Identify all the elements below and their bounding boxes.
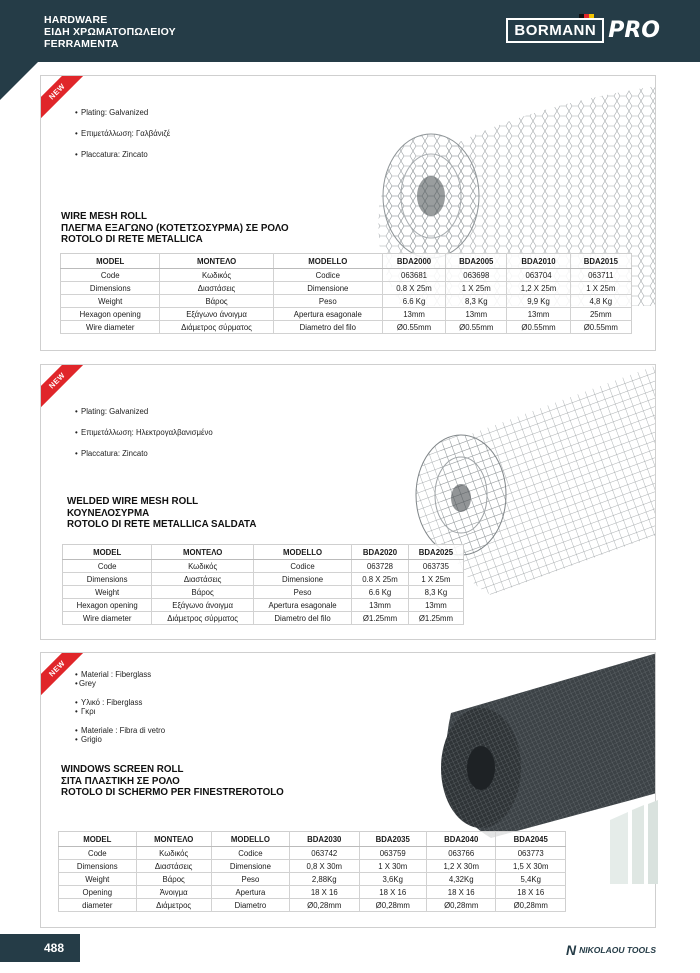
table-cell: Ø1.25mm xyxy=(408,612,463,625)
product-title xyxy=(61,764,284,799)
table-cell: Ø0.55mm xyxy=(507,321,570,334)
table-cell: 25mm xyxy=(570,308,631,321)
feature-item: • Plating: Galvanized xyxy=(75,407,213,416)
table-cell: 18 X 16 xyxy=(290,886,359,899)
table-cell: 13mm xyxy=(352,599,409,612)
table-header-row xyxy=(59,832,566,847)
header-corner-decoration xyxy=(0,62,38,100)
column-header: BDA2035 xyxy=(359,832,426,847)
feature-list xyxy=(75,108,170,159)
table-cell: 063681 xyxy=(382,269,445,282)
table-row xyxy=(61,282,632,295)
title-line: ΣΙΤΑ ΠΛΑΣΤΙΚΗ ΣΕ ΡΟΛΟ xyxy=(61,775,180,787)
column-header: BDA2015 xyxy=(570,254,631,269)
feature-item: • Γκρι xyxy=(75,707,165,716)
table-row xyxy=(63,612,464,625)
column-header: MODEL xyxy=(63,545,152,560)
column-header: MODELLO xyxy=(273,254,382,269)
table-cell: Διάμετρος σύρματος xyxy=(160,321,273,334)
table-cell: Code xyxy=(63,560,152,573)
title-line: ΚΟΥΝΕΛΟΣΥΡΜΑ xyxy=(67,507,150,519)
column-header: BDA2040 xyxy=(426,832,495,847)
table-cell: Dimensione xyxy=(253,573,351,586)
table-cell: 6.6 Kg xyxy=(352,586,409,599)
table-cell: Ø0.55mm xyxy=(570,321,631,334)
title-line: WIRE MESH ROLL xyxy=(61,211,147,222)
table-cell: Peso xyxy=(273,295,382,308)
title-line: ROTOLO DI RETE METALLICA xyxy=(61,234,203,245)
table-cell: 1,2 X 30m xyxy=(426,860,495,873)
table-cell: Peso xyxy=(211,873,289,886)
table-row xyxy=(61,321,632,334)
table-row xyxy=(59,899,566,912)
table-cell: Code xyxy=(61,269,160,282)
feature-item: • Placcatura: Zincato xyxy=(75,449,213,458)
table-cell: 063698 xyxy=(446,269,507,282)
table-row xyxy=(61,295,632,308)
table-cell: 8,3 Kg xyxy=(446,295,507,308)
column-header: BDA2010 xyxy=(507,254,570,269)
table-cell: Διαστάσεις xyxy=(160,282,273,295)
table-cell: Diametro del filo xyxy=(273,321,382,334)
table-cell: Apertura xyxy=(211,886,289,899)
column-header: BDA2025 xyxy=(408,545,463,560)
spec-table xyxy=(58,831,566,912)
table-cell: Dimensions xyxy=(63,573,152,586)
product-title xyxy=(67,496,256,531)
column-header: ΜΟΝΤΕΛΟ xyxy=(136,832,211,847)
table-cell: 0.8 X 25m xyxy=(382,282,445,295)
table-cell: Wire diameter xyxy=(61,321,160,334)
table-cell: Εξάγωνο άνοιγμα xyxy=(160,308,273,321)
dealer-mark-icon: N xyxy=(566,942,577,958)
table-cell: Ø0,28mm xyxy=(290,899,359,912)
table-row xyxy=(61,269,632,282)
product-panel-welded-mesh xyxy=(40,364,656,640)
title-line: ΠΛΕΓΜΑ ΕΞΑΓΩΝΟ (ΚΟΤΕΤΣΟΣΥΡΜΑ) ΣΕ ΡΟΛΟ xyxy=(61,222,289,234)
brand-name-box xyxy=(506,18,604,43)
dealer-name: NIKOLAOU TOOLS xyxy=(579,945,656,955)
column-header: BDA2000 xyxy=(382,254,445,269)
feature-item: • Plating: Galvanized xyxy=(75,108,170,117)
new-badge: NEW xyxy=(40,652,88,699)
product-title xyxy=(61,211,289,246)
table-cell: 13mm xyxy=(446,308,507,321)
category-line: ΕΙΔΗ ΧΡΩΜΑΤΟΠΩΛΕΙΟΥ xyxy=(44,26,176,38)
table-cell: 063728 xyxy=(352,560,409,573)
table-cell: 063704 xyxy=(507,269,570,282)
title-line: ROTOLO DI RETE METALLICA SALDATA xyxy=(67,519,257,530)
brand-name: BORMANN xyxy=(514,22,597,39)
table-cell: 18 X 16 xyxy=(359,886,426,899)
table-cell: 1,5 X 30m xyxy=(496,860,566,873)
table-cell: 13mm xyxy=(507,308,570,321)
new-badge: NEW xyxy=(40,364,88,411)
table-cell: 0,8 X 30m xyxy=(290,860,359,873)
table-row xyxy=(59,873,566,886)
new-badge: NEW xyxy=(40,75,88,122)
table-cell: 063773 xyxy=(496,847,566,860)
table-row xyxy=(59,847,566,860)
table-cell: Ø0,28mm xyxy=(426,899,495,912)
feature-item: • Materiale : Fibra di vetro xyxy=(75,726,165,735)
table-cell: 063711 xyxy=(570,269,631,282)
table-header-row xyxy=(63,545,464,560)
table-row xyxy=(59,886,566,899)
column-header: MODELLO xyxy=(211,832,289,847)
product-panel-window-screen xyxy=(40,652,656,928)
table-cell: Diametro xyxy=(211,899,289,912)
table-row xyxy=(59,860,566,873)
table-cell: 18 X 16 xyxy=(426,886,495,899)
window-frame-decoration xyxy=(604,800,660,884)
table-cell: Ø0,28mm xyxy=(359,899,426,912)
feature-item: • Placcatura: Zincato xyxy=(75,150,170,159)
column-header: ΜΟΝΤΕΛΟ xyxy=(152,545,254,560)
title-line: ROTOLO DI SCHERMO PER FINESTREROTOLO xyxy=(61,787,284,798)
column-header: MODELLO xyxy=(253,545,351,560)
flag-icon xyxy=(579,14,594,18)
page-number: 488 xyxy=(0,934,80,962)
table-cell: 1 X 25m xyxy=(408,573,463,586)
column-header: BDA2005 xyxy=(446,254,507,269)
table-cell: Codice xyxy=(273,269,382,282)
table-cell: Apertura esagonale xyxy=(273,308,382,321)
table-cell: Dimensione xyxy=(273,282,382,295)
feature-item: • Επιμετάλλωση: Ηλεκτρογαλβανισμένο xyxy=(75,428,213,437)
table-cell: Διάμετρος xyxy=(136,899,211,912)
table-cell: 063742 xyxy=(290,847,359,860)
table-cell: Codice xyxy=(211,847,289,860)
table-cell: Weight xyxy=(63,586,152,599)
table-cell: Ø0,28mm xyxy=(496,899,566,912)
table-row xyxy=(61,308,632,321)
dealer-logo xyxy=(566,942,656,958)
table-cell: 13mm xyxy=(382,308,445,321)
column-header: MODEL xyxy=(61,254,160,269)
product-panel-wire-mesh xyxy=(40,75,656,351)
table-cell: Διαστάσεις xyxy=(152,573,254,586)
table-cell: Weight xyxy=(61,295,160,308)
category-line: HARDWARE xyxy=(44,14,108,26)
spec-table xyxy=(62,544,464,625)
table-cell: Apertura esagonale xyxy=(253,599,351,612)
feature-item: • Grey xyxy=(75,679,165,688)
table-cell: 3,6Kg xyxy=(359,873,426,886)
table-cell: Dimensions xyxy=(61,282,160,295)
table-cell: Opening xyxy=(59,886,137,899)
table-cell: 063735 xyxy=(408,560,463,573)
feature-item: • Material : Fiberglass xyxy=(75,670,165,679)
table-cell: Hexagon opening xyxy=(61,308,160,321)
table-cell: 8,3 Kg xyxy=(408,586,463,599)
table-cell: Βάρος xyxy=(136,873,211,886)
feature-item: • Grigio xyxy=(75,735,165,744)
column-header: ΜΟΝΤΕΛΟ xyxy=(160,254,273,269)
title-line: WELDED WIRE MESH ROLL xyxy=(67,496,199,507)
table-cell: Code xyxy=(59,847,137,860)
table-cell: 18 X 16 xyxy=(496,886,566,899)
feature-item: • Επιμετάλλωση: Γαλβάνιζέ xyxy=(75,129,170,138)
table-cell: Κωδικός xyxy=(152,560,254,573)
table-cell: Διαστάσεις xyxy=(136,860,211,873)
table-cell: Diametro del filo xyxy=(253,612,351,625)
category-heading xyxy=(44,14,176,50)
feature-list xyxy=(75,670,165,744)
table-cell: diameter xyxy=(59,899,137,912)
table-cell: Hexagon opening xyxy=(63,599,152,612)
table-cell: 4,8 Kg xyxy=(570,295,631,308)
category-line: FERRAMENTA xyxy=(44,38,119,50)
brand-logo xyxy=(506,18,660,43)
feature-item: • Υλικό : Fiberglass xyxy=(75,698,165,707)
table-cell: Dimensions xyxy=(59,860,137,873)
table-cell: Κωδικός xyxy=(160,269,273,282)
table-cell: 0.8 X 25m xyxy=(352,573,409,586)
table-cell: Εξάγωνο άνοιγμα xyxy=(152,599,254,612)
table-row xyxy=(63,586,464,599)
feature-list xyxy=(75,407,213,458)
table-cell: 5,4Kg xyxy=(496,873,566,886)
table-cell: Άνοιγμα xyxy=(136,886,211,899)
table-row xyxy=(63,560,464,573)
table-cell: 063766 xyxy=(426,847,495,860)
table-cell: Βάρος xyxy=(160,295,273,308)
table-cell: 2,88Kg xyxy=(290,873,359,886)
spec-table xyxy=(60,253,632,334)
table-cell: 063759 xyxy=(359,847,426,860)
table-cell: Βάρος xyxy=(152,586,254,599)
table-cell: 9,9 Kg xyxy=(507,295,570,308)
table-cell: Ø1.25mm xyxy=(352,612,409,625)
table-cell: Weight xyxy=(59,873,137,886)
brand-suffix: PRO xyxy=(608,18,660,43)
table-cell: 1 X 25m xyxy=(446,282,507,295)
table-header-row xyxy=(61,254,632,269)
table-cell: Κωδικός xyxy=(136,847,211,860)
column-header: BDA2030 xyxy=(290,832,359,847)
table-cell: Wire diameter xyxy=(63,612,152,625)
table-cell: 13mm xyxy=(408,599,463,612)
table-cell: Peso xyxy=(253,586,351,599)
table-row xyxy=(63,599,464,612)
table-cell: Ø0.55mm xyxy=(446,321,507,334)
table-cell: Codice xyxy=(253,560,351,573)
table-cell: Διάμετρος σύρματος xyxy=(152,612,254,625)
column-header: BDA2045 xyxy=(496,832,566,847)
table-cell: 1 X 30m xyxy=(359,860,426,873)
table-cell: Ø0.55mm xyxy=(382,321,445,334)
table-cell: 4,32Kg xyxy=(426,873,495,886)
column-header: MODEL xyxy=(59,832,137,847)
table-cell: 1,2 X 25m xyxy=(507,282,570,295)
table-cell: 1 X 25m xyxy=(570,282,631,295)
table-row xyxy=(63,573,464,586)
table-cell: 6.6 Kg xyxy=(382,295,445,308)
table-cell: Dimensione xyxy=(211,860,289,873)
title-line: WINDOWS SCREEN ROLL xyxy=(61,764,184,775)
column-header: BDA2020 xyxy=(352,545,409,560)
